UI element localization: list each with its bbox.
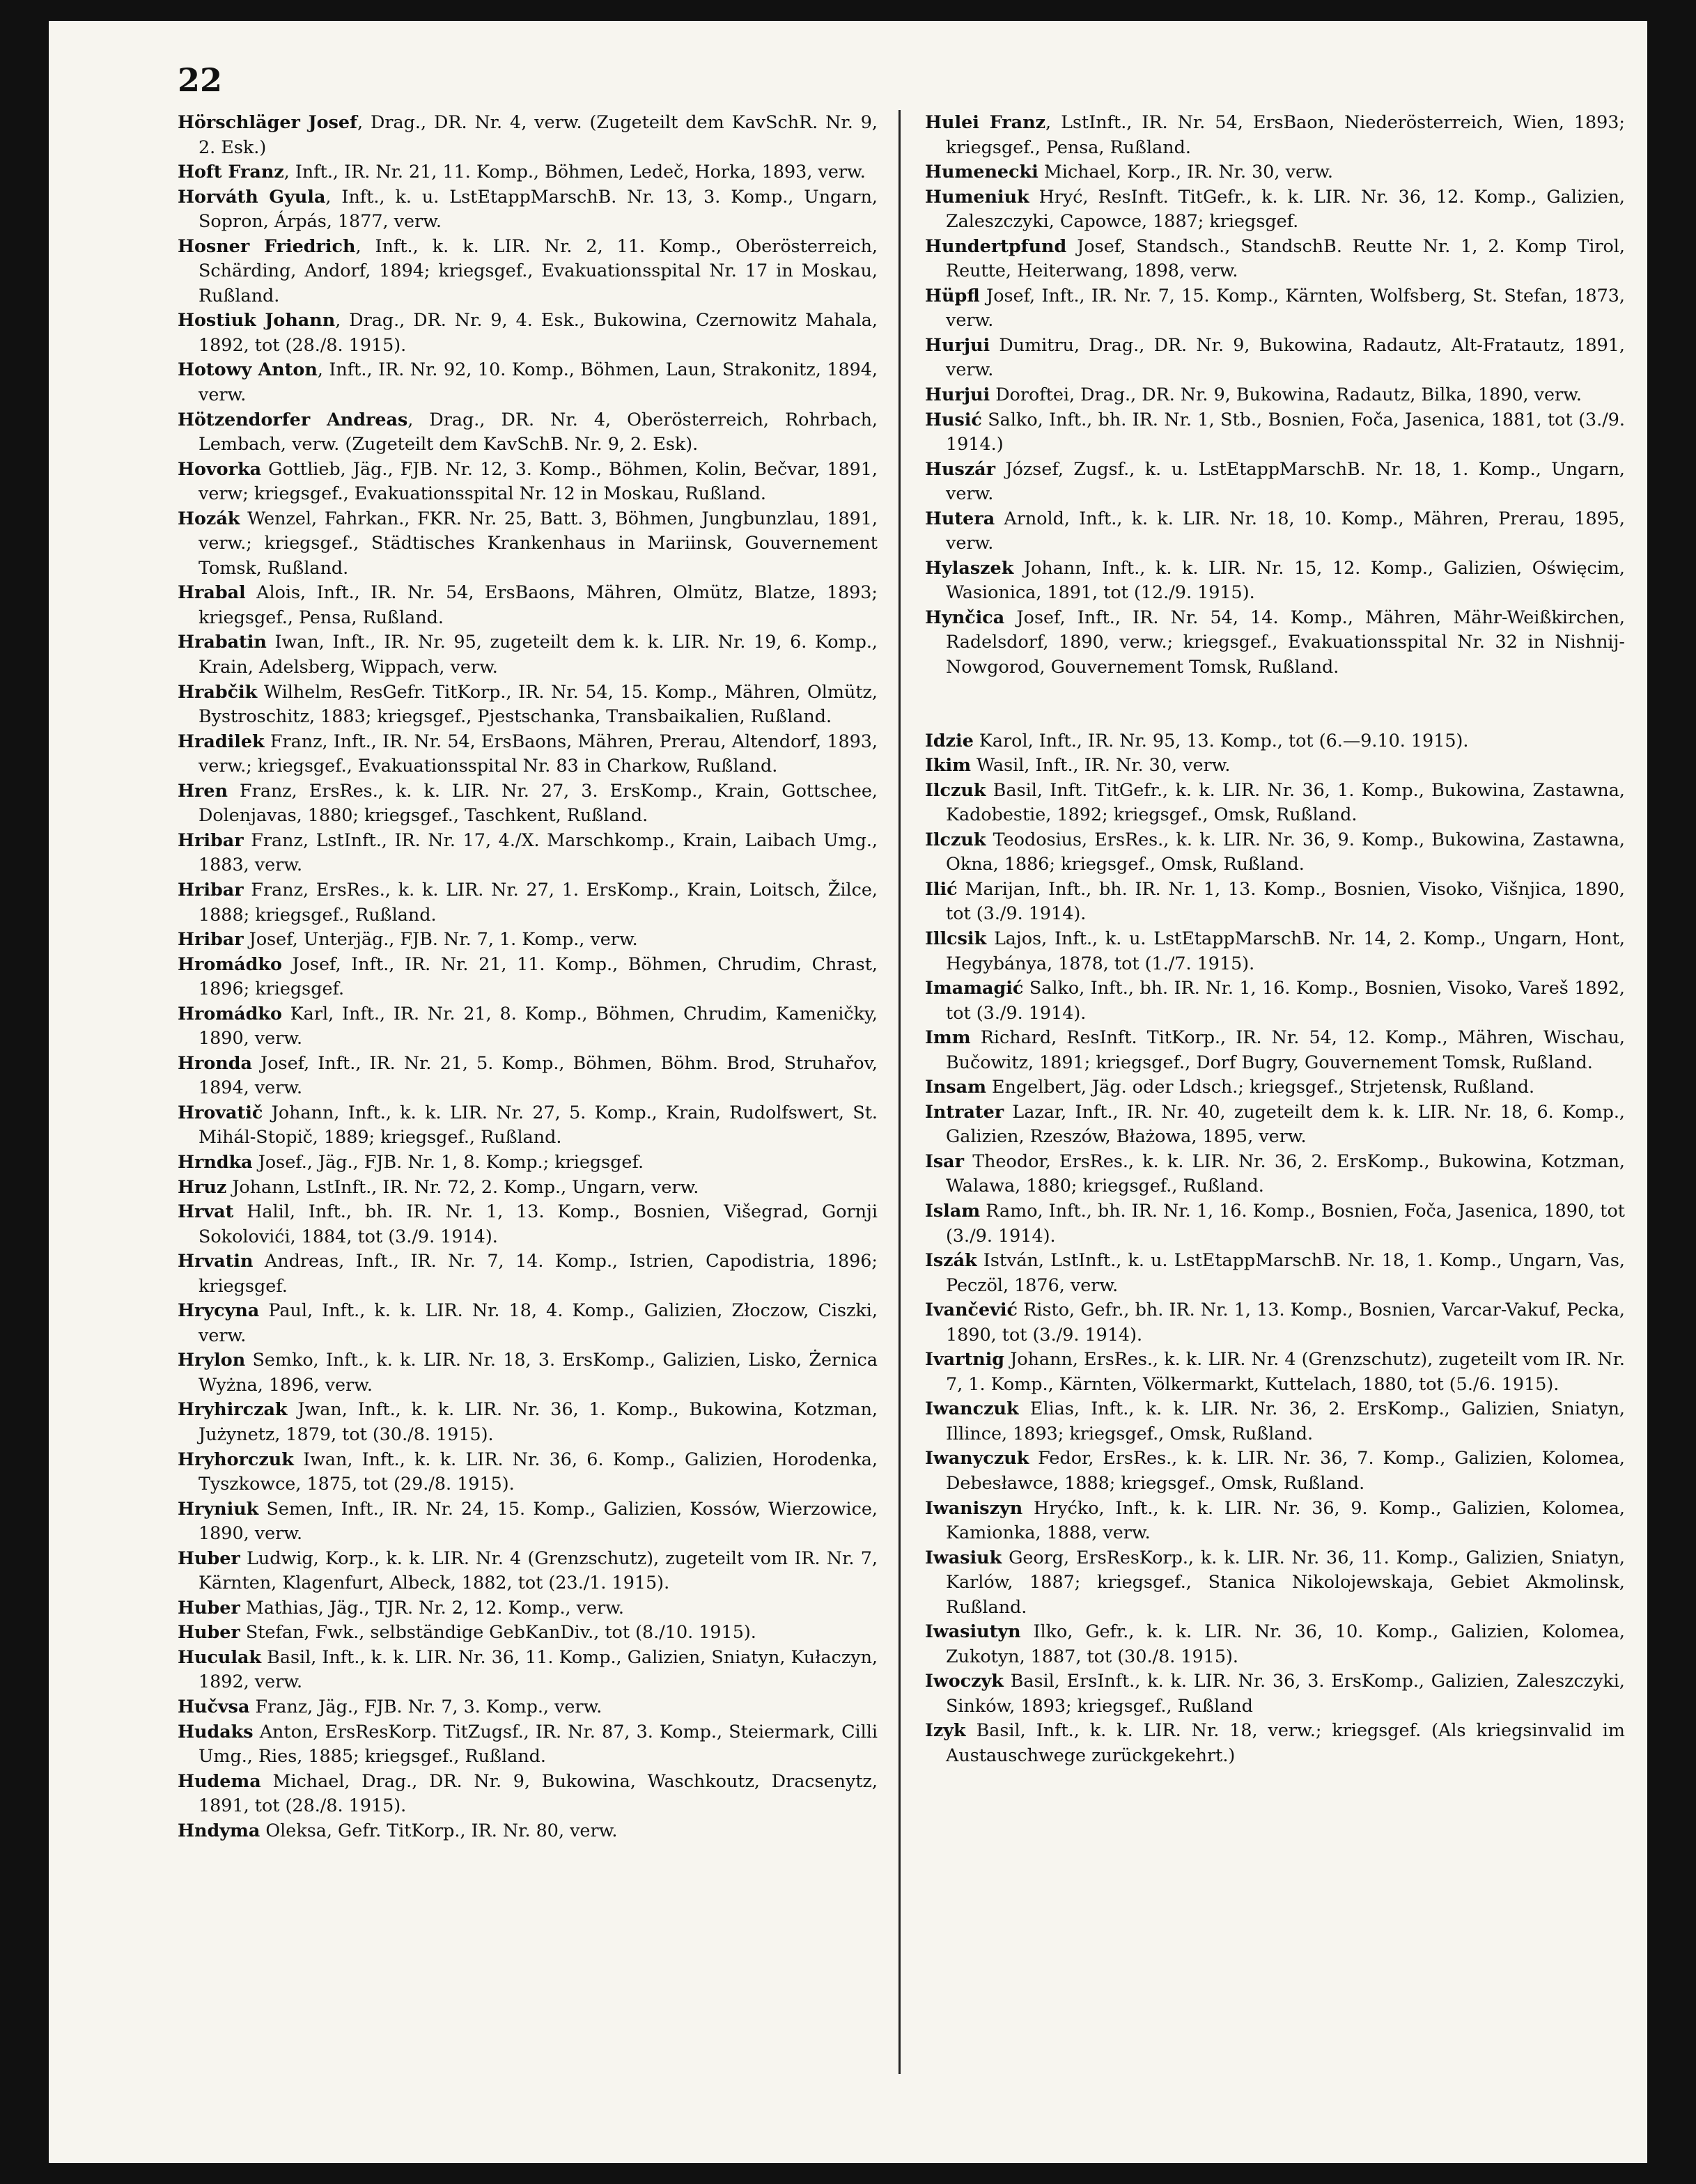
- entry-surname: Islam: [925, 1199, 981, 1221]
- entry-details: Karl, Inft., IR. Nr. 21, 8. Komp., Böhmen, Chrudim, Kameničky, 1890, verw.: [199, 1002, 878, 1049]
- entry-surname: Huculak: [178, 1646, 262, 1667]
- entry-surname: Hromádko: [178, 953, 282, 974]
- entry-surname: Hundertpfund: [925, 235, 1067, 256]
- roll-entry: [178, 1249, 878, 1298]
- roll-entry: [178, 1051, 878, 1100]
- entry-details: Josef, Standsch., StandschB. Reutte Nr. 1, 2. Komp Tirol, Reutte, Heiterwang, 1898, verw.: [946, 235, 1625, 281]
- entry-details: Engelbert, Jäg. oder Ldsch.; kriegsgef., Strjetensk, Rußland.: [986, 1076, 1535, 1098]
- roll-entry: [925, 407, 1625, 457]
- entry-details: Ilko, Gefr., k. k. LIR. Nr. 36, 10. Komp., Galizien, Kolomea, Zukotyn, 1887, tot (30./8. 1915).: [946, 1621, 1625, 1667]
- entry-surname: Iwoczyk: [925, 1670, 1004, 1692]
- roll-entry: [178, 1719, 878, 1769]
- entry-surname: Hrndka: [178, 1150, 253, 1172]
- roll-entry: [925, 333, 1625, 382]
- entry-surname: Hučvsa: [178, 1696, 250, 1717]
- entry-details: Salko, Inft., bh. IR. Nr. 1, 16. Komp., Bosnien, Visoko, Vareš 1892, tot (3./9. 1914).: [946, 977, 1625, 1023]
- left-entry-list: [178, 110, 878, 1843]
- entry-details: Risto, Gefr., bh. IR. Nr. 1, 13. Komp., Bosnien, Varcar-Vakuf, Pecka, 1890, tot (3./9. 1914).: [946, 1299, 1625, 1345]
- entry-surname: Huber: [178, 1596, 240, 1618]
- entry-surname: Huszár: [925, 458, 995, 479]
- entry-details: Oleksa, Gefr. TitKorp., IR. Nr. 80, verw.: [260, 1819, 618, 1841]
- roll-entry: [925, 1199, 1625, 1248]
- entry-details: Salko, Inft., bh. IR. Nr. 1, Stb., Bosnien, Foča, Jasenica, 1881, tot (3./9. 1914.): [946, 408, 1625, 455]
- entry-details: , Inft., k. k. LIR. Nr. 2, 11. Komp., Oberösterreich, Schärding, Andorf, 1894; kriegsgef., Evakuationsspital Nr. 17 in Moskau, Rußland.: [199, 235, 878, 306]
- right-entry-list-i: [925, 728, 1625, 1768]
- entry-details: Teodosius, ErsRes., k. k. LIR. Nr. 36, 9. Komp., Bukowina, Zastawna, Okna, 1886; kriegsgef., Omsk, Rußland.: [946, 828, 1625, 875]
- entry-details: Johann, Inft., k. k. LIR. Nr. 15, 12. Komp., Galizien, Oświęcim, Wasionica, 1891, tot (12./9. 1915).: [946, 556, 1625, 603]
- roll-entry: [925, 753, 1625, 778]
- entry-surname: Hndyma: [178, 1819, 260, 1841]
- entry-details: István, LstInft., k. u. LstEtappMarschB. Nr. 18, 1. Komp., Ungarn, Vas, Peczöl, 1876, verw.: [946, 1249, 1625, 1295]
- entry-surname: Hren: [178, 779, 228, 801]
- roll-entry: [178, 457, 878, 506]
- roll-entry: [925, 728, 1625, 754]
- roll-entry: [178, 927, 878, 952]
- entry-surname: Hryhorczuk: [178, 1448, 294, 1469]
- entry-details: Josef, Inft., IR. Nr. 54, 14. Komp., Mähren, Mähr-Weißkirchen, Radelsdorf, 1890, verw.; kriegsgef., Evakuationsspital Nr. 32 in Nishnij-Nowgorod, Gouvernement Tomsk, Rußland.: [946, 606, 1625, 678]
- entry-surname: Horváth Gyula: [178, 185, 326, 207]
- roll-entry: [178, 1397, 878, 1446]
- roll-entry: [178, 1175, 878, 1200]
- entry-details: Basil, ErsInft., k. k. LIR. Nr. 36, 3. ErsKomp., Galizien, Zaleszczyki, Sinków, 1893; kriegsgef., Rußland: [946, 1670, 1625, 1716]
- entry-surname: Hosner Friedrich: [178, 235, 356, 256]
- roll-entry: [925, 159, 1625, 185]
- entry-details: Michael, Korp., IR. Nr. 30, verw.: [1038, 161, 1333, 182]
- entry-surname: Ikim: [925, 754, 971, 776]
- entry-surname: Hovorka: [178, 458, 262, 479]
- letter-section-gap: [925, 680, 1625, 728]
- roll-entry: [925, 778, 1625, 827]
- entry-surname: Ivartnig: [925, 1348, 1005, 1370]
- entry-surname: Hostiuk Johann: [178, 309, 336, 331]
- entry-surname: Hörschläger Josef: [178, 111, 357, 132]
- entry-surname: Isar: [925, 1150, 965, 1171]
- roll-entry: [178, 159, 878, 185]
- roll-entry: [178, 878, 878, 927]
- roll-entry: [925, 457, 1625, 506]
- roll-entry: [925, 1025, 1625, 1075]
- entry-details: Johann, ErsRes., k. k. LIR. Nr. 4 (Grenzschutz), zugeteilt vom IR. Nr. 7, 1. Komp., Kärnten, Völkermarkt, Kuttelach, 1880, tot (5./6. 1915).: [946, 1348, 1625, 1394]
- roll-entry: [925, 605, 1625, 680]
- entry-surname: Hotowy Anton: [178, 359, 318, 380]
- roll-entry: [178, 1620, 878, 1645]
- entry-surname: Hoft Franz: [178, 161, 284, 182]
- entry-surname: Hribar: [178, 928, 244, 950]
- roll-entry: [925, 1396, 1625, 1446]
- roll-entry: [178, 580, 878, 630]
- entry-details: Dumitru, Drag., DR. Nr. 9, Bukowina, Radautz, Alt-Fratautz, 1891, verw.: [946, 334, 1625, 380]
- entry-details: Richard, ResInft. TitKorp., IR. Nr. 54, 12. Komp., Mähren, Wischau, Bučowitz, 1891; kriegsgef., Dorf Bugry, Gouvernement Tomsk, Rußland.: [946, 1027, 1625, 1072]
- roll-entry: [178, 1645, 878, 1694]
- entry-surname: Hurjui: [925, 384, 990, 405]
- entry-surname: Hrabatin: [178, 631, 267, 653]
- entry-details: Lazar, Inft., IR. Nr. 40, zugeteilt dem k. k. LIR. Nr. 18, 6. Komp., Galizien, Rzeszów, Błażowa, 1895, verw.: [946, 1100, 1625, 1147]
- entry-details: Basil, Inft., k. k. LIR. Nr. 36, 11. Komp., Galizien, Sniatyn, Kułaczyn, 1892, verw.: [199, 1646, 878, 1692]
- entry-details: Josef, Inft., IR. Nr. 21, 11. Komp., Böhmen, Chrudim, Chrast, 1896; kriegsgef.: [199, 953, 878, 999]
- roll-entry: [178, 1001, 878, 1051]
- roll-entry: [178, 952, 878, 1001]
- roll-entry: [178, 1100, 878, 1150]
- roll-entry: [178, 110, 878, 159]
- entry-surname: Hrylon: [178, 1349, 246, 1371]
- entry-details: Wilhelm, ResGefr. TitKorp., IR. Nr. 54, 15. Komp., Mähren, Olmütz, Bystroschitz, 1883; kriegsgef., Pjestschanka, Transbaikalien, Rußland.: [199, 680, 878, 727]
- entry-details: Franz, Inft., IR. Nr. 54, ErsBaons, Mähren, Prerau, Altendorf, 1893, verw.; kriegsgef., Evakuationsspital Nr. 83 in Charkow, Rußland.: [199, 730, 878, 777]
- roll-entry: [178, 185, 878, 234]
- entry-surname: Hrycyna: [178, 1300, 260, 1321]
- entry-details: Jwan, Inft., k. k. LIR. Nr. 36, 1. Komp., Bukowina, Kotzman, Jużynetz, 1879, tot (30./8. 1915).: [199, 1398, 878, 1444]
- entry-details: Lajos, Inft., k. u. LstEtappMarschB. Nr. 14, 2. Komp., Ungarn, Hont, Hegybánya, 1878, tot (1./7. 1915).: [946, 927, 1625, 974]
- entry-details: Hryć, ResInft. TitGefr., k. k. LIR. Nr. 36, 12. Komp., Galizien, Zaleszczyki, Capowce, 1887; kriegsgef.: [946, 185, 1625, 232]
- roll-entry: [925, 382, 1625, 407]
- roll-entry: [925, 283, 1625, 333]
- roll-entry: [925, 556, 1625, 605]
- entry-surname: Hudema: [178, 1770, 261, 1791]
- entry-surname: Ivančević: [925, 1299, 1018, 1320]
- roll-entry: [925, 1149, 1625, 1199]
- entry-details: , Drag., DR. Nr. 4, verw. (Zugeteilt dem KavSchR. Nr. 9, 2. Esk.): [199, 111, 878, 157]
- roll-entry: [178, 1447, 878, 1497]
- entry-surname: Hrabal: [178, 582, 246, 603]
- roll-entry: [178, 828, 878, 878]
- roll-entry: [178, 779, 878, 828]
- entry-surname: Huber: [178, 1621, 240, 1643]
- roll-entry: [178, 407, 878, 457]
- roll-entry: [925, 1297, 1625, 1347]
- roll-entry: [178, 234, 878, 309]
- roll-entry: [925, 1347, 1625, 1396]
- entry-details: Franz, ErsRes., k. k. LIR. Nr. 27, 3. ErsKomp., Krain, Gottschee, Dolenjavas, 1880; kriegsgef., Taschkent, Rußland.: [199, 779, 878, 826]
- entry-details: Paul, Inft., k. k. LIR. Nr. 18, 4. Komp., Galizien, Złoczow, Ciszki, verw.: [199, 1300, 878, 1346]
- entry-details: József, Zugsf., k. u. LstEtappMarschB. Nr. 18, 1. Komp., Ungarn, verw.: [946, 458, 1625, 504]
- entry-details: Wasil, Inft., IR. Nr. 30, verw.: [970, 754, 1231, 776]
- entry-details: , Drag., DR. Nr. 4, Oberösterreich, Rohrbach, Lembach, verw. (Zugeteilt dem KavSchB. Nr. 9, 2. Esk).: [199, 408, 878, 455]
- entry-surname: Hromádko: [178, 1002, 282, 1024]
- entry-surname: Hrovatič: [178, 1101, 263, 1123]
- roll-entry: [178, 357, 878, 407]
- entry-surname: Hradilek: [178, 730, 265, 751]
- roll-entry: [925, 976, 1625, 1025]
- entry-surname: Ilczuk: [925, 828, 986, 850]
- entry-details: Doroftei, Drag., DR. Nr. 9, Bukowina, Radautz, Bilka, 1890, verw.: [990, 384, 1582, 405]
- entry-details: Michael, Drag., DR. Nr. 9, Bukowina, Waschkoutz, Dracsenytz, 1891, tot (28./8. 1915).: [199, 1770, 878, 1816]
- roll-entry: [178, 506, 878, 581]
- entry-surname: Hryhirczak: [178, 1398, 288, 1420]
- entry-surname: Hozák: [178, 507, 240, 529]
- entry-surname: Hüpfl: [925, 284, 980, 306]
- entry-surname: Ilczuk: [925, 779, 986, 800]
- entry-surname: Huber: [178, 1547, 240, 1568]
- entry-details: Josef, Inft., IR. Nr. 21, 5. Komp., Böhmen, Böhm. Brod, Struhařov, 1894, verw.: [199, 1052, 878, 1098]
- right-column: [925, 110, 1625, 1768]
- entry-details: Josef., Jäg., FJB. Nr. 1, 8. Komp.; kriegsgef.: [252, 1150, 644, 1172]
- roll-entry: [178, 1818, 878, 1843]
- entry-details: Josef, Unterjäg., FJB. Nr. 7, 1. Komp., verw.: [243, 928, 638, 950]
- entry-details: Marijan, Inft., bh. IR. Nr. 1, 13. Komp., Bosnien, Visoko, Višnjica, 1890, tot (3./9. 1914).: [946, 878, 1625, 924]
- entry-surname: Intrater: [925, 1100, 1004, 1122]
- entry-details: Franz, Jäg., FJB. Nr. 7, 3. Komp., verw.: [249, 1696, 602, 1717]
- entry-details: Theodor, ErsRes., k. k. LIR. Nr. 36, 2. ErsKomp., Bukowina, Kotzman, Walawa, 1880; kriegsgef., Rußland.: [946, 1150, 1625, 1196]
- document-page: [49, 21, 1647, 2163]
- roll-entry: [178, 1596, 878, 1621]
- roll-entry: [178, 1546, 878, 1596]
- entry-surname: Husić: [925, 408, 982, 430]
- entry-details: Franz, LstInft., IR. Nr. 17, 4./X. Marschkomp., Krain, Laibach Umg., 1883, verw.: [199, 829, 878, 875]
- entry-surname: Illcsik: [925, 927, 987, 949]
- roll-entry: [178, 1769, 878, 1818]
- entry-details: , Inft., IR. Nr. 92, 10. Komp., Böhmen, Laun, Strakonitz, 1894, verw.: [199, 359, 878, 405]
- roll-entry: [925, 1545, 1625, 1620]
- entry-details: Semko, Inft., k. k. LIR. Nr. 18, 3. ErsKomp., Galizien, Lisko, Żernica Wyżna, 1896, verw.: [199, 1349, 878, 1395]
- roll-entry: [925, 827, 1625, 877]
- right-entry-list-h: [925, 110, 1625, 680]
- entry-details: Elias, Inft., k. k. LIR. Nr. 36, 2. ErsKomp., Galizien, Sniatyn, Illince, 1893; kriegsgef., Omsk, Rußland.: [946, 1398, 1625, 1444]
- entry-surname: Hurjui: [925, 334, 990, 355]
- entry-details: Iwan, Inft., k. k. LIR. Nr. 36, 6. Komp., Galizien, Horodenka, Tyszkowce, 1875, tot (29./8. 1915).: [199, 1448, 878, 1495]
- entry-details: Stefan, Fwk., selbständige GebKanDiv., tot (8./10. 1915).: [240, 1621, 756, 1643]
- entry-surname: Hruz: [178, 1176, 227, 1197]
- roll-entry: [925, 877, 1625, 926]
- entry-details: Georg, ErsResKorp., k. k. LIR. Nr. 36, 11. Komp., Galizien, Sniatyn, Karlów, 1887; kriegsgef., Stanica Nikolojewskaja, Gebiet Akmolinsk, Rußland.: [946, 1546, 1625, 1617]
- entry-details: , Inft., k. u. LstEtappMarschB. Nr. 13, 3. Komp., Ungarn, Sopron, Árpás, 1877, verw.: [199, 185, 878, 232]
- entry-details: Franz, ErsRes., k. k. LIR. Nr. 27, 1. ErsKomp., Krain, Loitsch, Žilce, 1888; kriegsgef., Rußland.: [199, 878, 878, 925]
- entry-surname: Hylaszek: [925, 556, 1014, 578]
- entry-surname: Humenecki: [925, 161, 1038, 182]
- entry-details: Ludwig, Korp., k. k. LIR. Nr. 4 (Grenzschutz), zugeteilt vom IR. Nr. 7, Kärnten, Klagenfurt, Albeck, 1882, tot (23./1. 1915).: [199, 1547, 878, 1593]
- roll-entry: [925, 1718, 1625, 1768]
- entry-details: Arnold, Inft., k. k. LIR. Nr. 18, 10. Komp., Mähren, Prerau, 1895, verw.: [946, 507, 1625, 554]
- roll-entry: [925, 1669, 1625, 1718]
- column-divider: [898, 110, 901, 2074]
- entry-surname: Iwaniszyn: [925, 1497, 1023, 1518]
- entry-surname: Hrvat: [178, 1201, 234, 1222]
- entry-details: , Inft., IR. Nr. 21, 11. Komp., Böhmen, Ledeč, Horka, 1893, verw.: [283, 161, 866, 182]
- entry-details: Basil, Inft., k. k. LIR. Nr. 18, verw.; kriegsgef. (Als kriegsinvalid im Austauschwege zurückgekehrt.): [946, 1719, 1625, 1765]
- entry-details: Mathias, Jäg., TJR. Nr. 2, 12. Komp., verw.: [240, 1596, 624, 1618]
- entry-details: Gottlieb, Jäg., FJB. Nr. 12, 3. Komp., Böhmen, Kolin, Bečvar, 1891, verw; kriegsgef., Evakuationsspital Nr. 12 in Moskau, Rußland.: [199, 458, 878, 504]
- entry-details: Wenzel, Fahrkan., FKR. Nr. 25, Batt. 3, Böhmen, Jungbunzlau, 1891, verw.; kriegsgef., Städtisches Krankenhaus in Mariinsk, Gouvernement Tomsk, Rußland.: [199, 507, 878, 578]
- roll-entry: [925, 1248, 1625, 1297]
- entry-surname: Insam: [925, 1076, 986, 1098]
- entry-surname: Hynčica: [925, 606, 1005, 627]
- entry-details: Fedor, ErsRes., k. k. LIR. Nr. 36, 7. Komp., Galizien, Kolomea, Debesławce, 1888; kriegsgef., Omsk, Rußland.: [946, 1447, 1625, 1493]
- entry-surname: Iszák: [925, 1249, 977, 1271]
- roll-entry: [178, 1199, 878, 1249]
- entry-surname: Hrabčik: [178, 680, 258, 702]
- entry-surname: Iwanyczuk: [925, 1447, 1029, 1469]
- entry-surname: Iwasiutyn: [925, 1621, 1021, 1642]
- entry-details: Andreas, Inft., IR. Nr. 7, 14. Komp., Istrien, Capodistria, 1896; kriegsgef.: [199, 1250, 878, 1296]
- roll-entry: [925, 506, 1625, 556]
- roll-entry: [178, 680, 878, 729]
- roll-entry: [178, 1150, 878, 1175]
- page-number: 22: [178, 61, 223, 99]
- roll-entry: [178, 630, 878, 679]
- entry-details: Hryćko, Inft., k. k. LIR. Nr. 36, 9. Komp., Galizien, Kolomea, Kamionka, 1888, verw.: [946, 1497, 1625, 1543]
- roll-entry: [925, 1075, 1625, 1100]
- entry-surname: Hronda: [178, 1052, 252, 1073]
- entry-surname: Hribar: [178, 829, 244, 850]
- entry-details: Johann, Inft., k. k. LIR. Nr. 27, 5. Komp., Krain, Rudolfswert, St. Mihál-Stopič, 1889; kriegsgef., Rußland.: [199, 1101, 878, 1148]
- roll-entry: [925, 926, 1625, 976]
- entry-details: Ramo, Inft., bh. IR. Nr. 1, 16. Komp., Bosnien, Foča, Jasenica, 1890, tot (3./9. 1914).: [946, 1199, 1625, 1246]
- entry-details: , LstInft., IR. Nr. 54, ErsBaon, Niederösterreich, Wien, 1893; kriegsgef., Pensa, Rußland.: [946, 111, 1625, 157]
- entry-surname: Ilić: [925, 878, 958, 899]
- entry-details: Johann, LstInft., IR. Nr. 72, 2. Komp., Ungarn, verw.: [226, 1176, 699, 1197]
- left-column: [178, 110, 878, 1843]
- roll-entry: [178, 1694, 878, 1719]
- entry-surname: Hudaks: [178, 1720, 254, 1742]
- entry-surname: Hötzendorfer Andreas: [178, 408, 408, 430]
- entry-surname: Iwanczuk: [925, 1398, 1019, 1419]
- entry-surname: Iwasiuk: [925, 1546, 1002, 1568]
- entry-details: Josef, Inft., IR. Nr. 7, 15. Komp., Kärnten, Wolfsberg, St. Stefan, 1873, verw.: [946, 284, 1625, 331]
- entry-surname: Hribar: [178, 878, 244, 900]
- roll-entry: [178, 1497, 878, 1546]
- roll-entry: [925, 1619, 1625, 1669]
- entry-details: Semen, Inft., IR. Nr. 24, 15. Komp., Galizien, Kossów, Wierzowice, 1890, verw.: [199, 1497, 878, 1544]
- roll-entry: [178, 1298, 878, 1348]
- entry-surname: Hutera: [925, 507, 995, 529]
- entry-surname: Hulei Franz: [925, 111, 1046, 132]
- entry-details: Basil, Inft. TitGefr., k. k. LIR. Nr. 36, 1. Komp., Bukowina, Zastawna, Kadobestie, 1892; kriegsgef., Omsk, Rußland.: [946, 779, 1625, 825]
- entry-details: Iwan, Inft., IR. Nr. 95, zugeteilt dem k. k. LIR. Nr. 19, 6. Komp., Krain, Adelsberg, Wippach, verw.: [199, 631, 878, 678]
- entry-surname: Izyk: [925, 1719, 966, 1741]
- entry-surname: Hrvatin: [178, 1250, 254, 1272]
- roll-entry: [925, 1496, 1625, 1545]
- roll-entry: [178, 729, 878, 779]
- entry-surname: Imm: [925, 1027, 971, 1048]
- entry-details: , Drag., DR. Nr. 9, 4. Esk., Bukowina, Czernowitz Mahala, 1892, tot (28./8. 1915).: [199, 309, 878, 355]
- entry-details: Karol, Inft., IR. Nr. 95, 13. Komp., tot (6.—9.10. 1915).: [973, 729, 1469, 751]
- roll-entry: [925, 1100, 1625, 1149]
- roll-entry: [178, 308, 878, 357]
- roll-entry: [925, 185, 1625, 234]
- roll-entry: [178, 1348, 878, 1397]
- entry-details: Anton, ErsResKorp. TitZugsf., IR. Nr. 87, 3. Komp., Steiermark, Cilli Umg., Ries, 1885; kriegsgef., Rußland.: [199, 1720, 878, 1767]
- entry-surname: Humeniuk: [925, 185, 1029, 207]
- entry-surname: Idzie: [925, 729, 974, 751]
- roll-entry: [925, 110, 1625, 159]
- roll-entry: [925, 234, 1625, 283]
- entry-surname: Imamagić: [925, 977, 1024, 999]
- roll-entry: [925, 1446, 1625, 1495]
- entry-details: Alois, Inft., IR. Nr. 54, ErsBaons, Mähren, Olmütz, Blatze, 1893; kriegsgef., Pensa, Rußland.: [199, 582, 878, 627]
- entry-surname: Hryniuk: [178, 1497, 259, 1519]
- entry-details: Halil, Inft., bh. IR. Nr. 1, 13. Komp., Bosnien, Višegrad, Gornji Sokolovići, 1884, tot (3./9. 1914).: [199, 1201, 878, 1247]
